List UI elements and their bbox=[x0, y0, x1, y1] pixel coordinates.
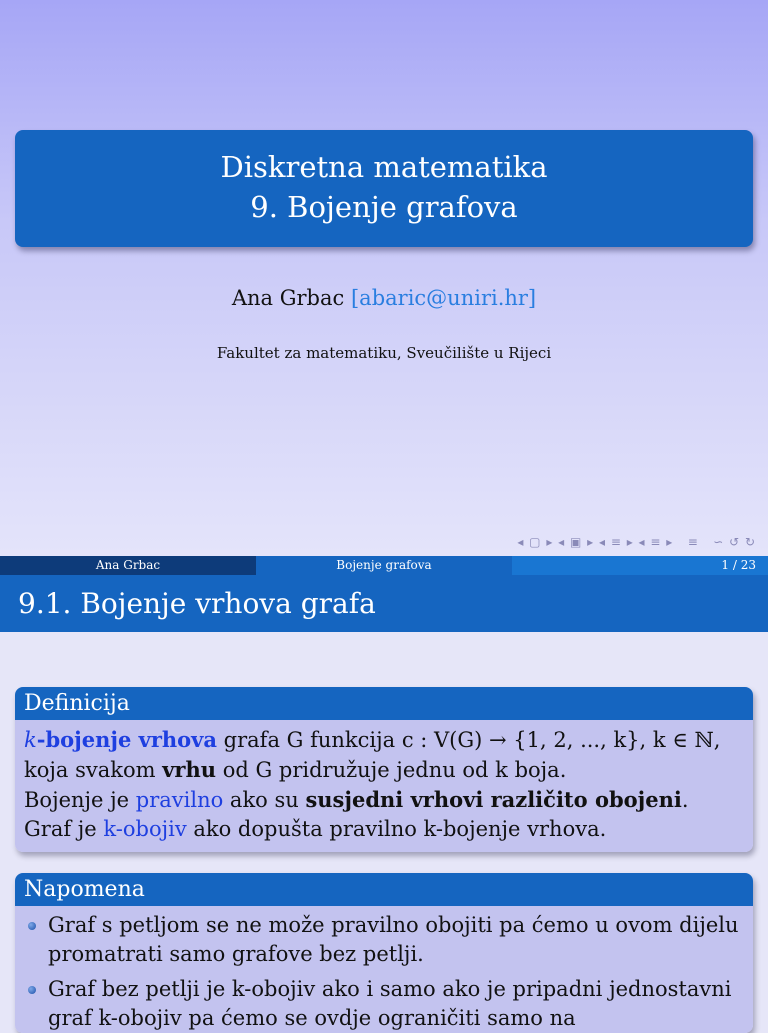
term-k-obojiv: k-obojiv bbox=[103, 817, 187, 841]
content-slide bbox=[0, 575, 768, 1030]
frame-title: 9.1. Bojenje vrhova grafa bbox=[0, 575, 768, 632]
footer-author: Ana Grbac bbox=[0, 556, 256, 575]
definition-block bbox=[15, 687, 753, 852]
definition-text-4c: ako dopušta pravilno k-bojenje vrhova. bbox=[186, 817, 607, 841]
term-susjedni: susjedni vrhovi različito obojeni bbox=[305, 787, 682, 812]
remark-body bbox=[15, 906, 753, 1033]
footer-title: Bojenje grafova bbox=[256, 556, 512, 575]
footer-page-box bbox=[512, 556, 768, 575]
term-k-bojenje: -bojenje vrhova bbox=[36, 727, 217, 752]
list-item: Graf bez petlji je k-obojiv ako i samo ako je pripadni jednostavni graf k-obojiv pa ćemo se ovdje ograničiti samo na bbox=[48, 975, 744, 1033]
lecture-title: 9. Bojenje grafova bbox=[250, 190, 518, 224]
definition-text-2c: od G pridružuje jednu od k boja. bbox=[216, 758, 567, 782]
institution: Fakultet za matematiku, Sveučilište u Rijeci bbox=[216, 344, 552, 362]
title-box bbox=[15, 130, 753, 247]
term-pravilno: pravilno bbox=[135, 788, 224, 812]
footline bbox=[0, 556, 768, 575]
author-email[interactable]: [abaric@uniri.hr] bbox=[350, 286, 537, 310]
definition-text-1: grafa G funkcija c : V(G) → {1, 2, ..., k}, k ∈ ℕ, bbox=[217, 728, 721, 752]
definition-body bbox=[15, 720, 753, 852]
remark-list bbox=[24, 911, 744, 1033]
author-name: Ana Grbac bbox=[231, 286, 345, 310]
k-var: k bbox=[24, 728, 37, 752]
definition-line-3 bbox=[24, 785, 744, 815]
term-vrhu: vrhu bbox=[162, 757, 217, 782]
definition-text-2a: koja svakom bbox=[24, 758, 163, 782]
definition-line-2 bbox=[24, 755, 744, 785]
definition-text-3a: Bojenje je bbox=[24, 788, 136, 812]
remark-block bbox=[15, 873, 753, 1033]
definition-text-3e: . bbox=[681, 788, 689, 812]
definition-text-3c: ako su bbox=[223, 788, 306, 812]
course-title: Diskretna matematika bbox=[220, 150, 548, 184]
definition-line-1 bbox=[24, 725, 744, 755]
definition-title: Definicija bbox=[15, 687, 753, 720]
definition-text-4a: Graf je bbox=[24, 817, 104, 841]
remark-title: Napomena bbox=[15, 873, 753, 906]
list-item: Graf s petljom se ne može pravilno obojiti pa ćemo u ovom dijelu promatrati samo grafove bez petlji. bbox=[48, 911, 744, 969]
definition-line-4 bbox=[24, 815, 744, 844]
beamer-navigation-icons[interactable]: ◂ ▢ ▸ ◂ ▣ ▸ ◂ ≡ ▸ ◂ ≡ ▸ ≡ ∽ ↺ ↻ bbox=[517, 535, 756, 549]
page-number: 1 / 23 bbox=[721, 558, 756, 572]
author-line bbox=[0, 286, 768, 310]
